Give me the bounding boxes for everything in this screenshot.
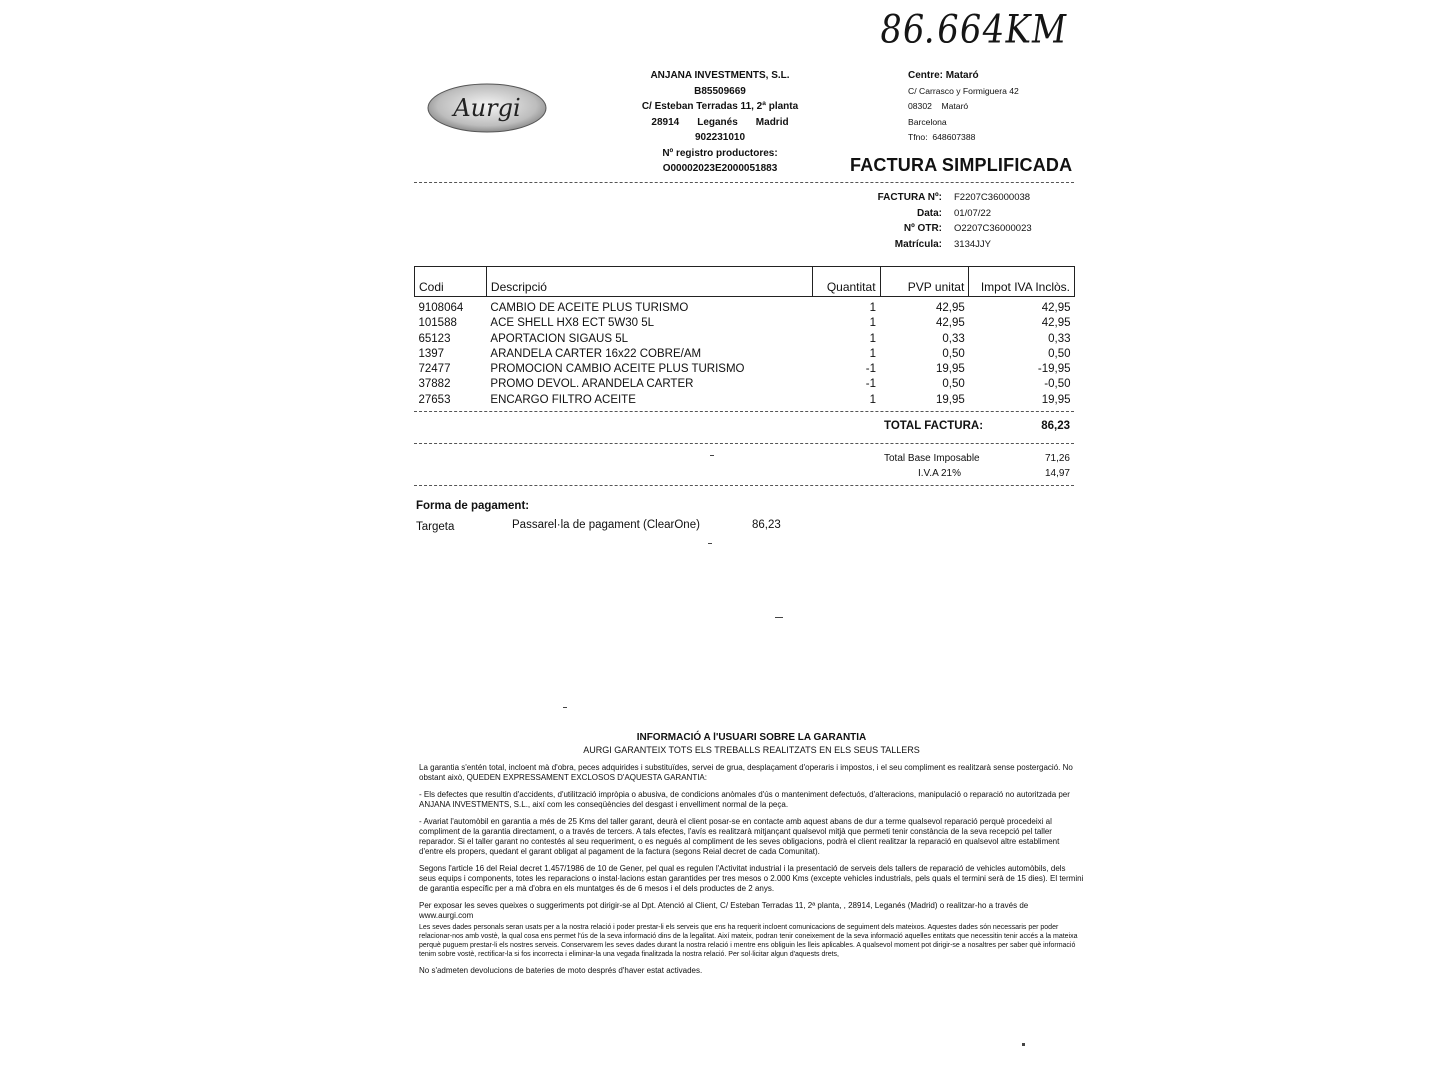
company-phone: 902231010	[694, 132, 746, 143]
row-unit-price: 42,95	[936, 317, 965, 330]
warranty-paragraph: Segons l'article 16 del Reial decret 1.457/1986 de 10 de Gener, pel qual es regulen l'Activitat industrial i la presentació de serveis dels tallers de reparació de vehicles automòbils, dels seus equips i components, totes les reparacions o instal·lacions estan garantides per tres mesos o 2.000 Kms (excepte vehicles industrials, pels quals el termini serà de 15 dies). El termini de garantia específic per a mà d'obra en els muntatges és de 6 mesos i el dels productes de 2 anys.	[419, 864, 1084, 893]
row-code: 72477	[418, 363, 451, 376]
row-quantity: 1	[869, 332, 877, 345]
invoice-date: 01/07/22	[954, 207, 991, 219]
centre-postal-code: 08302	[908, 101, 932, 111]
scan-speck	[775, 617, 783, 618]
row-amount: -0,50	[1044, 378, 1071, 391]
centre-phone: 648607388	[932, 132, 976, 142]
row-amount: 42,95	[1041, 317, 1071, 330]
scan-speck	[710, 455, 714, 456]
registry-label: Nº registro productores:	[662, 147, 778, 159]
payment-method: Targeta	[416, 521, 455, 533]
row-code: 1397	[418, 347, 445, 360]
otr-number: O2207C36000023	[954, 223, 1032, 234]
row-amount: 19,95	[1041, 393, 1071, 406]
centre-street: C/ Carrasco y Formiguera 42	[908, 85, 1019, 96]
row-description: ENCARGO FILTRO ACEITE	[490, 393, 636, 406]
warranty-paragraph: La garantia s'entén total, incloent mà d'obra, peces adquirides i substituïdes, servei de grua, desplaçament d'operaris i impostos, i el seu compliment es realitzarà sense postergació. No obstant això, QUEDEN EXPRESSAMENT EXCLOSOS D'AQUESTA GARANTIA:	[419, 763, 1073, 782]
row-quantity: -1	[865, 363, 877, 376]
centre-name: Mataró	[945, 70, 979, 81]
centre-province: Barcelona	[908, 116, 947, 127]
logo-text: Aurgi	[453, 94, 521, 122]
warranty-paragraph: Per exposar les seves queixes o suggeriments pot dirigir-se al Dpt. Atenció al Client, C/ Esteban Terradas 11, 2ª planta, , 28914, Leganés (Madrid) o realitzar-ho a través de www.aurgi.com	[419, 901, 1029, 920]
row-code: 9108064	[418, 302, 464, 314]
row-unit-price: 0,33	[942, 332, 965, 345]
warranty-paragraph: - Avariat l'automòbil en garantia a més de 25 Kms del taller garant, deurà el client posar-se en contacte amb aquest abans de dur a terme qualsevol reparació perquè procedeixi al compliment de la garantia directament, o a través de tercers. A tals efectes, l'avís es realitzarà mitjançant qualsevol mitjà que permeti tenir constància de la seva recepció pel taller reparador. Si el taller garant no contestés al seu requeriment, o es negués al compliment de les seves obligacions, podrà el client realitzar la reparació en qualsevol altre establiment d'entre els propers, quedant el garant obligat al pagament de la factura (segons Reial decret de cada Comunitat).	[419, 817, 1060, 856]
warranty-paragraph: - Els defectes que resultin d'accidents, d'utilització impròpia o abusiva, de condicions anòmales d'ús o manteniment defectuós, d'alteracions, manipulació o reparació no autoritzada per ANJANA INVESTMENTS, S.L., així com les conseqüències del desgast i envelliment normal de la peça.	[419, 790, 1070, 809]
row-description: ARANDELA CARTER 16x22 COBRE/AM	[490, 347, 702, 360]
company-city: Leganés	[697, 116, 738, 128]
header-quantity: Quantitat	[812, 267, 880, 297]
payment-heading: Forma de pagament:	[416, 500, 530, 512]
row-unit-price: 0,50	[942, 378, 965, 391]
table-header-row	[415, 267, 1075, 297]
plate-label: Matrícula:	[894, 238, 942, 250]
row-code: 37882	[418, 378, 451, 391]
registry-number: O00002023E2000051883	[662, 163, 778, 174]
row-code: 27653	[418, 393, 451, 406]
header-amount: Impot IVA Inclòs.	[969, 267, 1075, 297]
centre-phone-label: Tfno:	[908, 132, 928, 142]
header-description: Descripció	[486, 267, 812, 297]
company-name: ANJANA INVESTMENTS, S.L.	[650, 70, 790, 81]
invoice-meta	[860, 190, 1032, 252]
row-quantity: 1	[869, 393, 877, 406]
row-unit-price: 19,95	[936, 393, 965, 406]
row-code: 101588	[418, 317, 457, 330]
scan-speck	[1022, 1043, 1025, 1046]
table-row	[415, 393, 1075, 408]
company-cif: B85509669	[694, 85, 746, 97]
centre-info	[908, 68, 1019, 146]
row-amount: -19,95	[1037, 363, 1071, 376]
battery-notice: No s'admeten devolucions de bateries de moto després d'haver estat activades.	[419, 966, 703, 975]
row-unit-price: 42,95	[936, 302, 965, 314]
total-label: TOTAL FACTURA:	[884, 420, 984, 432]
table-row	[415, 316, 1075, 331]
base-value: 71,26	[1044, 453, 1070, 464]
centre-city: Mataró	[941, 101, 969, 111]
document-title: FACTURA SIMPLIFICADA	[850, 155, 1073, 175]
table-row	[415, 362, 1075, 377]
row-quantity: -1	[865, 378, 877, 391]
centre-label: Centre:	[908, 70, 944, 81]
row-amount: 42,95	[1041, 302, 1071, 314]
header-code: Codi	[415, 267, 487, 297]
date-label: Data:	[916, 207, 942, 219]
company-postal-code: 28914	[651, 116, 680, 128]
total-divider	[414, 443, 1074, 444]
header-unit-price: PVP unitat	[880, 267, 969, 297]
row-unit-price: 0,50	[942, 347, 965, 360]
row-description: CAMBIO DE ACEITE PLUS TURISMO	[490, 302, 689, 314]
row-description: PROMOCION CAMBIO ACEITE PLUS TURISMO	[490, 363, 745, 376]
payment-amount: 86,23	[752, 519, 781, 531]
table-row	[415, 332, 1075, 347]
row-quantity: 1	[869, 302, 877, 314]
base-label: Total Base Imposable	[884, 453, 980, 464]
payment-gateway: Passarel·la de pagament (ClearOne)	[512, 519, 700, 531]
invoice-number-label: FACTURA Nº:	[877, 192, 942, 203]
row-quantity: 1	[869, 317, 877, 330]
warranty-subtitle: AURGI GARANTEIX TOTS ELS TREBALLS REALITZATS EN ELS SEUS TALLERS	[583, 745, 920, 755]
company-info	[600, 68, 840, 177]
warranty-title: INFORMACIÓ A l'USUARI SOBRE LA GARANTIA	[636, 732, 867, 743]
scan-speck	[563, 707, 567, 708]
table-row	[415, 301, 1075, 316]
vat-value: 14,97	[1044, 468, 1070, 479]
aurgi-logo	[426, 82, 548, 134]
table-row	[415, 377, 1075, 392]
vat-label: I.V.A 21%	[918, 468, 961, 479]
row-unit-price: 19,95	[936, 363, 965, 376]
row-amount: 0,50	[1048, 347, 1071, 360]
company-province: Madrid	[755, 116, 789, 128]
scan-speck	[708, 543, 712, 544]
items-table	[414, 266, 1075, 408]
privacy-paragraph: Les seves dades personals seran usats per a la nostra relació i poder prestar-li els serveis que ens ha requerit incloent comunicacions de seguiment dels mateixos. Aquestes dades són necessaris per poder relacionar-nos amb vostè, la qual cosa ens permet l'ús de la seva informació dins de la legalitat. Així mateix, podran tenir coneixement de la seva informació aquelles entitats que necessitin tenir accés a la mateixa perquè puguem prestar-li els nostres serveis. Conservarem les seves dades durant la nostra relació i mentre ens obliguin les lleis aplicables. A qualsevol moment pot dirigir-se a nosaltres per saber què informació tenim sobre vostè, rectificar-la si fos incorrecta i eliminar-la una vegada finalitzada la nostra relació. Per sol·licitar algun d'aquests drets,	[419, 924, 1078, 958]
header-divider	[414, 182, 1074, 183]
row-quantity: 1	[869, 347, 877, 360]
items-divider	[414, 411, 1074, 412]
total-value: 86,23	[1041, 420, 1070, 432]
company-street: C/ Esteban Terradas 11, 2ª planta	[641, 101, 799, 112]
warranty-info	[419, 731, 1084, 983]
tax-divider	[414, 485, 1074, 486]
otr-label: Nº OTR:	[903, 223, 942, 234]
handwritten-mileage-note: 86.664KM	[876, 7, 1071, 54]
invoice-number: F2207C36000038	[954, 192, 1031, 203]
tax-summary	[884, 451, 1070, 481]
row-code: 65123	[418, 332, 451, 345]
row-description: APORTACION SIGAUS 5L	[490, 332, 629, 345]
row-amount: 0,33	[1048, 332, 1071, 345]
license-plate: 3134JJY	[954, 238, 991, 250]
row-description: ACE SHELL HX8 ECT 5W30 5L	[490, 317, 655, 330]
row-description: PROMO DEVOL. ARANDELA CARTER	[490, 378, 694, 391]
table-row	[415, 347, 1075, 362]
